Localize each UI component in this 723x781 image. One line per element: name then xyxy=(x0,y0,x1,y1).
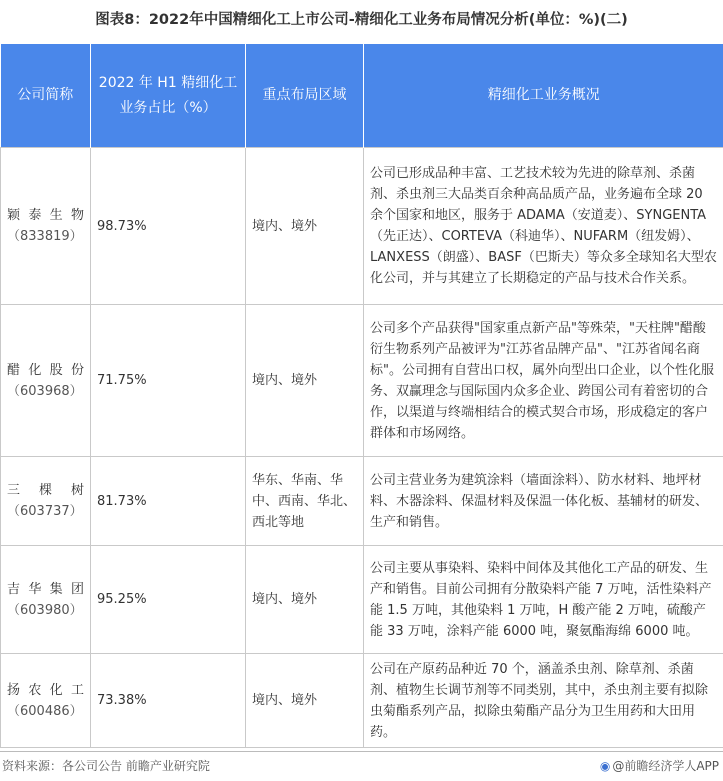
table-header-row xyxy=(1,44,723,148)
company-cell xyxy=(1,305,91,457)
ratio-cell: 71.75% xyxy=(91,305,246,457)
table-row xyxy=(1,148,723,305)
overview-cell: 公司主营业务为建筑涂料（墙面涂料）、防水材料、地坪材料、木器涂料、保温材料及保温一体化板、基辅材的研发、生产和销售。 xyxy=(364,457,723,546)
ratio-cell: 98.73% xyxy=(91,148,246,305)
company-name: 颖泰生物 xyxy=(7,208,84,223)
brand-label: @前瞻经济学人APP xyxy=(612,759,719,773)
company-table xyxy=(0,44,723,748)
company-cell xyxy=(1,546,91,654)
overview-cell: 公司在产原药品种近 70 个，涵盖杀虫剂、除草剂、杀菌剂、植物生长调节剂等不同类别，其中，杀虫剂主要有拟除虫菊酯系列产品，拟除虫菊酯产品分为卫生用药和大田用药。 xyxy=(364,654,723,748)
company-code: （603968） xyxy=(7,383,83,399)
company-name: 醋化股份 xyxy=(7,362,84,378)
source-note: 资料来源：各公司公告 前瞻产业研究院 xyxy=(2,759,210,773)
region-cell: 境内、境外 xyxy=(246,546,364,654)
company-code: （600486） xyxy=(7,703,83,719)
header-overview: 精细化工业务概况 xyxy=(364,44,723,148)
table-row xyxy=(1,654,723,748)
company-name: 三棵树 xyxy=(7,483,84,498)
overview-cell: 公司已形成品种丰富、工艺技术较为先进的除草剂、杀菌剂、杀虫剂三大品类百余种高品质产品，业务遍布全球 20 余个国家和地区，服务于 ADAMA（安道麦）、SYNGENTA（先正达）、CORTEVA（科迪华）、NUFARM（纽发姆）、LANXESS（朗盛）、BASF（巴斯夫）等众多全球知名大型农化公司，并与其建立了长期稳定的产品与技术合作关系。 xyxy=(364,148,723,305)
page-title: 图表8：2022年中国精细化工上市公司-精细化工业务布局情况分析(单位：%)(二) xyxy=(95,12,628,28)
header-region: 重点布局区域 xyxy=(246,44,364,148)
region-cell: 境内、境外 xyxy=(246,148,364,305)
region-cell: 华东、华南、华中、西南、华北、西北等地 xyxy=(246,457,364,546)
company-name: 吉华集团 xyxy=(7,581,84,597)
header-company: 公司简称 xyxy=(1,44,91,148)
company-cell xyxy=(1,457,91,546)
table-row xyxy=(1,457,723,546)
region-cell: 境内、境外 xyxy=(246,305,364,457)
footer xyxy=(0,751,723,776)
ratio-cell: 73.38% xyxy=(91,654,246,748)
company-code: （603737） xyxy=(7,504,83,519)
company-cell xyxy=(1,148,91,305)
table-row xyxy=(1,546,723,654)
table-row xyxy=(1,305,723,457)
company-cell xyxy=(1,654,91,748)
ratio-cell: 81.73% xyxy=(91,457,246,546)
overview-cell: 公司多个产品获得"国家重点新产品"等殊荣，"天柱牌"醋酸衍生物系列产品被评为"江苏省品牌产品"、"江苏省闻名商标"。公司拥有自营出口权，属外向型出口企业，以个性化服务、双赢理念与国际国内众多企业、跨国公司有着密切的合作，以渠道与终端相结合的模式契合市场，形成稳定的客户群体和市场网络。 xyxy=(364,305,723,457)
ratio-cell: 95.25% xyxy=(91,546,246,654)
region-cell: 境内、境外 xyxy=(246,654,364,748)
header-ratio: 2022 年 H1 精细化工业务占比（%） xyxy=(91,44,246,148)
company-name: 扬农化工 xyxy=(7,682,84,698)
brand-credit xyxy=(600,757,719,774)
company-code: （833819） xyxy=(7,229,83,244)
company-code: （603980） xyxy=(7,602,83,618)
wechat-like-icon: ◉ xyxy=(599,759,611,773)
overview-cell: 公司主要从事染料、染料中间体及其他化工产品的研发、生产和销售。目前公司拥有分散染料产能 7 万吨，活性染料产能 1.5 万吨，其他染料 1 万吨，H 酸产能 2 万吨，硫酸产能 33 万吨，涂料产能 6000 吨，聚氨酯海绵 6000 吨。 xyxy=(364,546,723,654)
